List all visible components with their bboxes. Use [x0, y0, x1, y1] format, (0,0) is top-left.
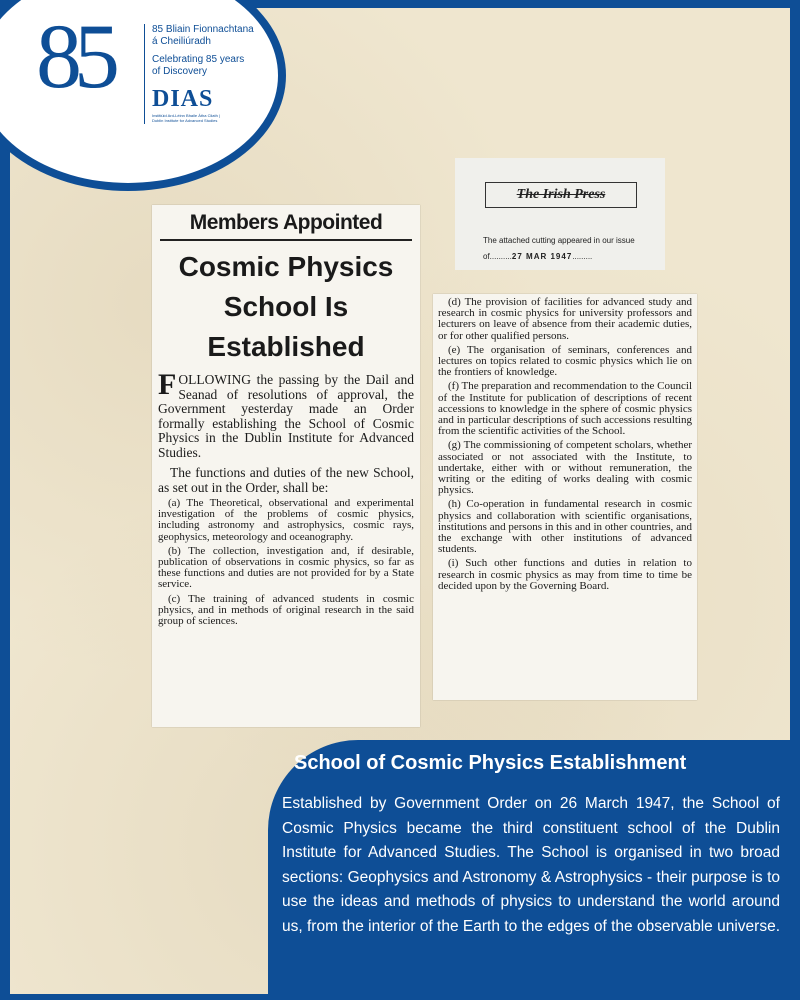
info-panel: [268, 740, 800, 1000]
press-notice: The attached cutting appeared in our issue: [483, 236, 635, 245]
logo-dias: DIAS: [152, 86, 214, 112]
headline-line-1: Cosmic Physics: [178, 251, 394, 282]
lead-paragraph: [158, 368, 414, 460]
headline-line-3: Established: [207, 331, 365, 362]
item-c: (c) The training of advanced students in cosmic physics, and in methods of original research in the said group of sciences.: [158, 592, 414, 628]
press-date-prefix: of..........: [483, 252, 512, 261]
item-i: (i) Such other functions and duties in relation to research in cosmic physics as may from time to time be decided upon by the Governing Board.: [438, 557, 692, 592]
logo-line-1: 85 Bliain Fionnachtana: [152, 24, 254, 35]
panel-title: School of Cosmic Physics Establishment: [294, 752, 687, 774]
logo-line-2: á Cheiliúradh: [152, 36, 211, 47]
item-f: (f) The preparation and recommendation to the Council of the Institute for publication of descriptions of recent accessions to knowledge in the sphere of cosmic physics and in particular descriptions of such accessions resulting from the scientific activities of the School.: [438, 380, 692, 438]
lead-text: OLLOWING the passing by the Dail and Seanad of resolutions of approval, the Government yesterday made an Order formally establishing the School of Cosmic Physics in the Dublin Institute for Advanced Studies.: [158, 372, 414, 460]
dropcap: F: [158, 368, 177, 401]
logo-divider: [144, 24, 145, 124]
press-date-line: [483, 252, 592, 261]
logo-small-print: Institiúid Ard-Léinn Bhaile Átha Cliath | Dublin Institute for Advanced Studies: [152, 113, 220, 123]
logo-85: 85: [36, 5, 112, 107]
press-masthead: The Irish Press: [485, 182, 637, 208]
functions-intro: The functions and duties of the new School, as set out in the Order, shall be:: [158, 465, 414, 495]
item-g: (g) The commissioning of competent scholars, whether associated or not associated with the Institute, to undertake, either with or without remuneration, the writing or the editing of works dealing with cosmic physics.: [438, 439, 692, 497]
item-a: (a) The Theoretical, observational and experimental investigation of the problems of cosmic physics, including astronomy and astrophysics, cosmic rays, geophysics, meteorology and oceanography.: [158, 497, 414, 543]
clipping-headline: [152, 247, 420, 367]
headline-line-2: School Is: [223, 291, 349, 322]
newspaper-clipping-left: [152, 205, 420, 727]
header-rule: [160, 239, 412, 241]
newspaper-clipping-right: [433, 294, 697, 700]
item-e: (e) The organisation of seminars, conferences and lectures on topics related to cosmic physics which lie on the frontiers of knowledge.: [438, 343, 692, 379]
panel-body: Established by Government Order on 26 March 1947, the School of Cosmic Physics became the third constituent school of the Dublin Institute for Advanced Studies. The School is organised in two broad sections: Geophysics and Astronomy & Astrophysics - their purpose is to use the ideas and methods of physics to understand the world around us, from the interior of the Earth to the edges of the observable universe.: [282, 795, 781, 935]
logo-badge: [0, 0, 286, 191]
item-d: (d) The provision of facilities for advanced study and research in cosmic physics for university professors and lecturers on leave of absence from their academic duties, or for other qualified persons.: [438, 296, 692, 342]
press-date: 27 MAR 1947: [511, 252, 573, 261]
item-h: (h) Co-operation in fundamental research in cosmic physics and collaboration with scientific organisations, institutions and persons in this and in other countries, and the exchange with other institutions of advanced students.: [438, 498, 692, 556]
irish-press-stamp: [455, 158, 665, 270]
item-b: (b) The collection, investigation and, if desirable, publication of observations in cosmic physics, so far as these functions and duties are not provided for by a State service.: [158, 544, 414, 591]
press-date-suffix: .........: [572, 252, 593, 261]
logo-line-4: of Discovery: [152, 66, 208, 77]
logo-line-3: Celebrating 85 years: [152, 54, 245, 65]
clipping-header: Members Appointed: [189, 211, 383, 234]
